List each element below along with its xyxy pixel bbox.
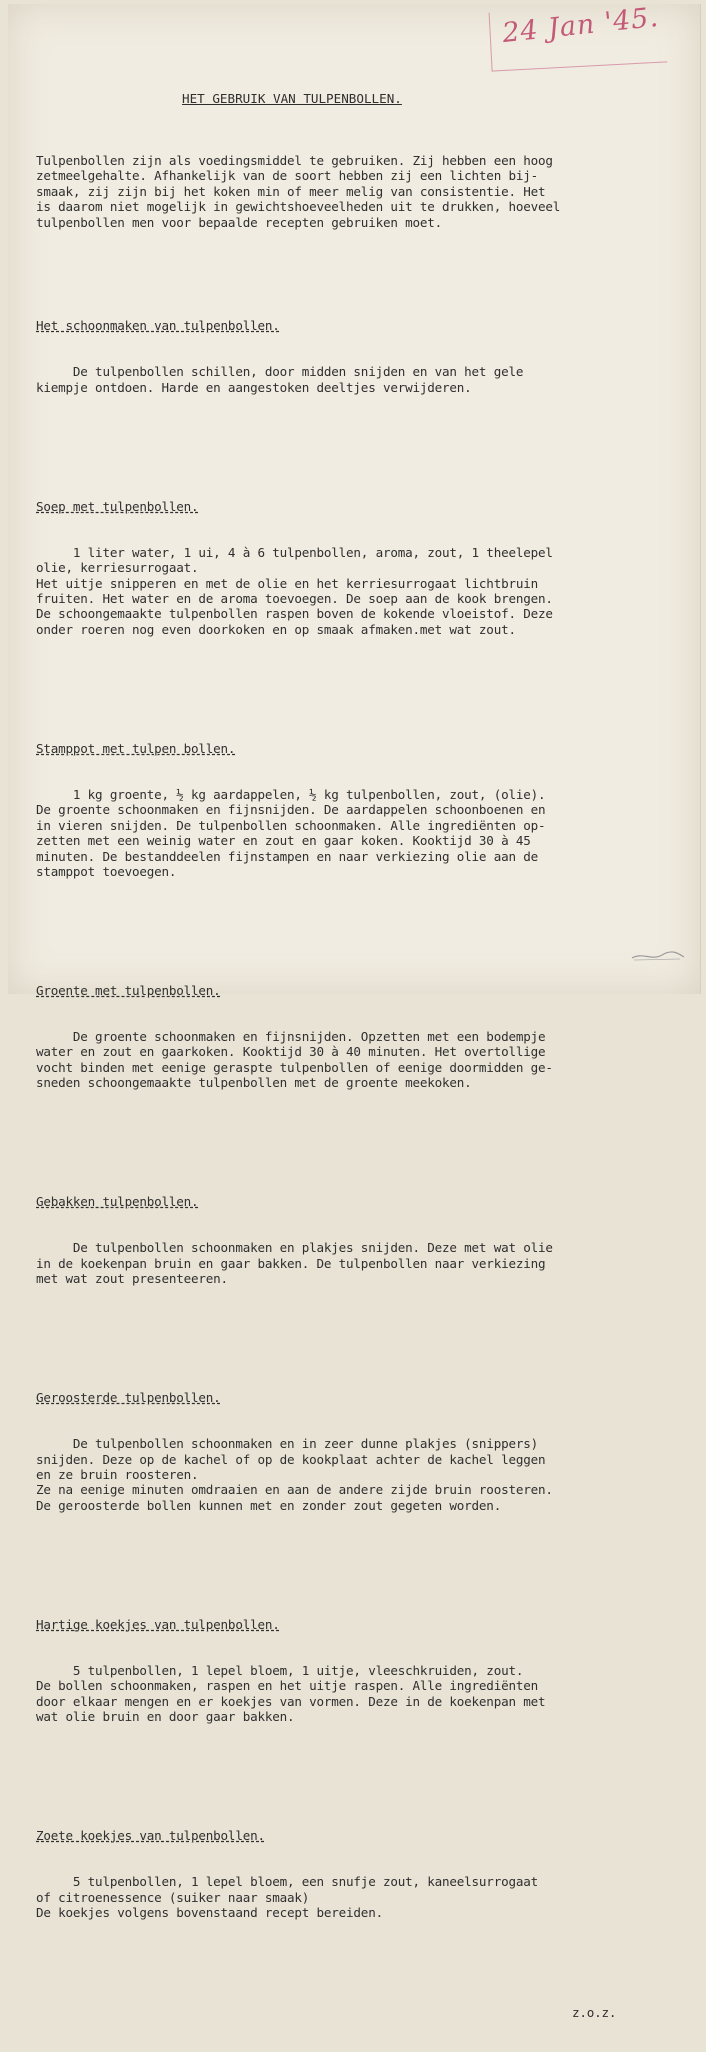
section-vegetables (36, 952, 696, 1121)
section-heading: Geroosterde tulpenbollen. (36, 1389, 221, 1405)
section-heading: Stamppot met tulpen bollen. (36, 740, 236, 756)
date-annotation: 24 Jan '45. (500, 1, 661, 50)
section-heading: Groente met tulpenbollen. (36, 982, 221, 998)
section-body: De tulpenbollen schillen, door midden snijden en van het gele kiempje ontdoen. Harde en aangestoken deeltjes verwijderen. (36, 364, 524, 395)
section-body: 5 tulpenbollen, 1 lepel bloem, een snufje zout, kaneelsurrogaat of citroenessence (suiker naar smaak) De koekjes volgens bovenstaand recept bereiden. (36, 1874, 538, 1920)
section-heading: Zoete koekjes van tulpenbollen. (36, 1827, 265, 1843)
document-page (8, 1, 701, 2021)
section-body: De tulpenbollen schoonmaken en plakjes snijden. Deze met wat olie in de koekenpan bruin en gaar bakken. De tulpenbollen naar verkiezing met wat zout presenteeren. (36, 1240, 553, 1287)
section-soup (36, 468, 696, 668)
section-heading: Gebakken tulpenbollen. (36, 1194, 199, 1210)
section-roasted (36, 1359, 696, 1544)
section-body: 1 liter water, 1 ui, 4 à 6 tulpenbollen, aroma, zout, 1 theelepel olie, kerriesurrogaat. Het uitje snipperen en met de olie en het kerriesurrogaat lichtbruin fruiten. Het water en de aroma toevoegen. De soep aan de kook brengen. De schoongemaakte tulpenbollen raspen boven de kokende vloeistof. Deze onder roeren nog even doorkoken en op smaak afmaken.met wat zout. (36, 544, 553, 637)
section-body: De groente schoonmaken en fijnsnijden. Opzetten met een bodempje water en zout en gaarkoken. Kooktijd 30 à 40 minuten. Het overtollige vocht binden met eenige geraspte tulpenbollen of eenige doormidden ge- sneden schoongemaakte tulpenbollen met de groente meekoken. (36, 1028, 553, 1091)
section-body: 1 kg groente, ½ kg aardappelen, ½ kg tulpenbollen, zout, (olie). De groente schoonmaken en fijnsnijden. De aardappelen schoonboenen en in vieren snijden. De tulpenbollen schoonmaken. Alle ingrediënten op- zetten met een weinig water en zout en gaar koken. Kooktijd 30 à 45 minuten. De bestanddeelen fijnstampen en naar verkiezing olie aan de stamppot toevoegen. (36, 786, 546, 879)
section-fried (36, 1163, 696, 1317)
section-body: 5 tulpenbollen, 1 lepel bloem, 1 uitje, vleeschkruiden, zout. De bollen schoonmaken, raspen en het uitje raspen. Alle ingrediënten door elkaar mengen en er koekjes van vormen. Deze in de koekenpan met wat olie bruin en door gaar bakken. (36, 1662, 546, 1725)
page-title: HET GEBRUIK VAN TULPENBOLLEN. (182, 90, 402, 106)
document-text (36, 60, 696, 2052)
section-body: De tulpenbollen schoonmaken en in zeer dunne plakjes (snippers) snijden. Deze op de kachel of op de kookplaat achter de kachel leggen en ze bruin roosteren. Ze na eenige minuten omdraaien en aan de andere zijde bruin roosteren. De geroosterde bollen kunnen met en zonder zout gegeten worden. (36, 1436, 553, 1513)
section-heading: Hartige koekjes van tulpenbollen. (36, 1616, 280, 1632)
section-heading: Het schoonmaken van tulpenbollen. (36, 318, 280, 334)
section-savory-cookies (36, 1586, 696, 1755)
section-heading: Soep met tulpenbollen. (36, 498, 199, 514)
section-cleaning (36, 287, 696, 426)
section-sweet-cookies (36, 1797, 696, 1951)
page-turn-note: z.o.z. (572, 2005, 617, 2021)
watermark-scribble (630, 949, 686, 963)
intro-paragraph: Tulpenbollen zijn als voedingsmiddel te gebruiken. Zij hebben een hoog zetmeelgehalte. Afhankelijk van de soort hebben zij een lichten bij- smaak, zij zijn bij het koken min of meer melig van consistentie. Het is daarom niet mogelijk in gewichtshoeveelheden uit te drukken, hoeveel tulpenbollen men voor bepaalde recepten gebruiken moet. (36, 153, 561, 230)
section-stamppot (36, 710, 696, 910)
